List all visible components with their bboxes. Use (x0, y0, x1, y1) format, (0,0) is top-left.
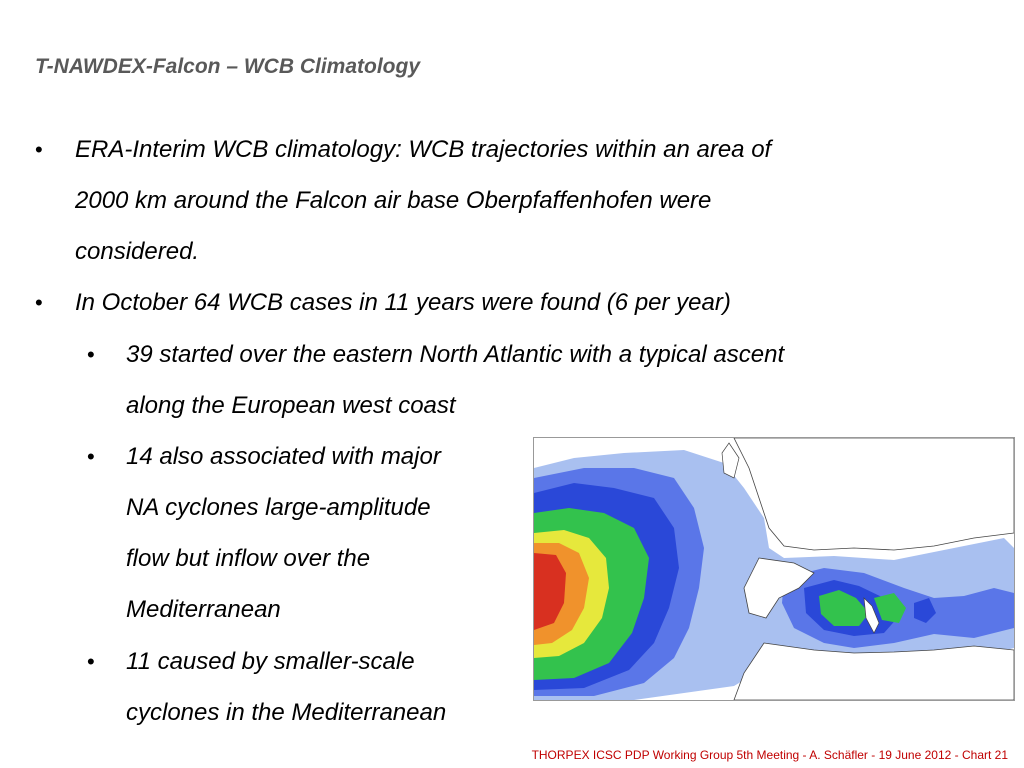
sub-bullet-3-line-1: 11 caused by smaller-scale (126, 648, 415, 675)
sub-bullet-marker: • (87, 649, 95, 674)
sub-bullet-1-line-2: along the European west coast (126, 392, 456, 419)
bullet-1-line-3: considered. (75, 238, 200, 265)
sub-bullet-1-line-1: 39 started over the eastern North Atlantic with a typical ascent (126, 341, 785, 368)
sub-bullet-2-line-3: flow but inflow over the (126, 545, 371, 572)
wcb-climatology-map (533, 437, 1015, 701)
sub-bullet-marker: • (87, 342, 95, 367)
sub-bullet-2-line-2: NA cyclones large-amplitude (126, 494, 431, 521)
bullet-1-line-2: 2000 km around the Falcon air base Oberpfaffenhofen were (75, 187, 712, 214)
sub-bullet-3-line-2: cyclones in the Mediterranean (126, 699, 447, 726)
bullet-2-line-1: In October 64 WCB cases in 11 years were found (6 per year) (75, 289, 731, 316)
sub-bullet-2-line-4: Mediterranean (126, 596, 281, 623)
sub-bullet-marker: • (87, 444, 95, 469)
slide-footer: THORPEX ICSC PDP Working Group 5th Meeting - A. Schäfler - 19 June 2012 - Chart 21 (531, 748, 1008, 762)
wcb-density-map-graphic (534, 438, 1014, 700)
slide-title: T-NAWDEX-Falcon – WCB Climatology (35, 55, 421, 78)
bullet-marker: • (35, 290, 43, 315)
bullet-marker: • (35, 137, 43, 162)
bullet-1-line-1: ERA-Interim WCB climatology: WCB trajectories within an area of (75, 136, 772, 163)
sub-bullet-2-line-1: 14 also associated with major (126, 443, 441, 470)
